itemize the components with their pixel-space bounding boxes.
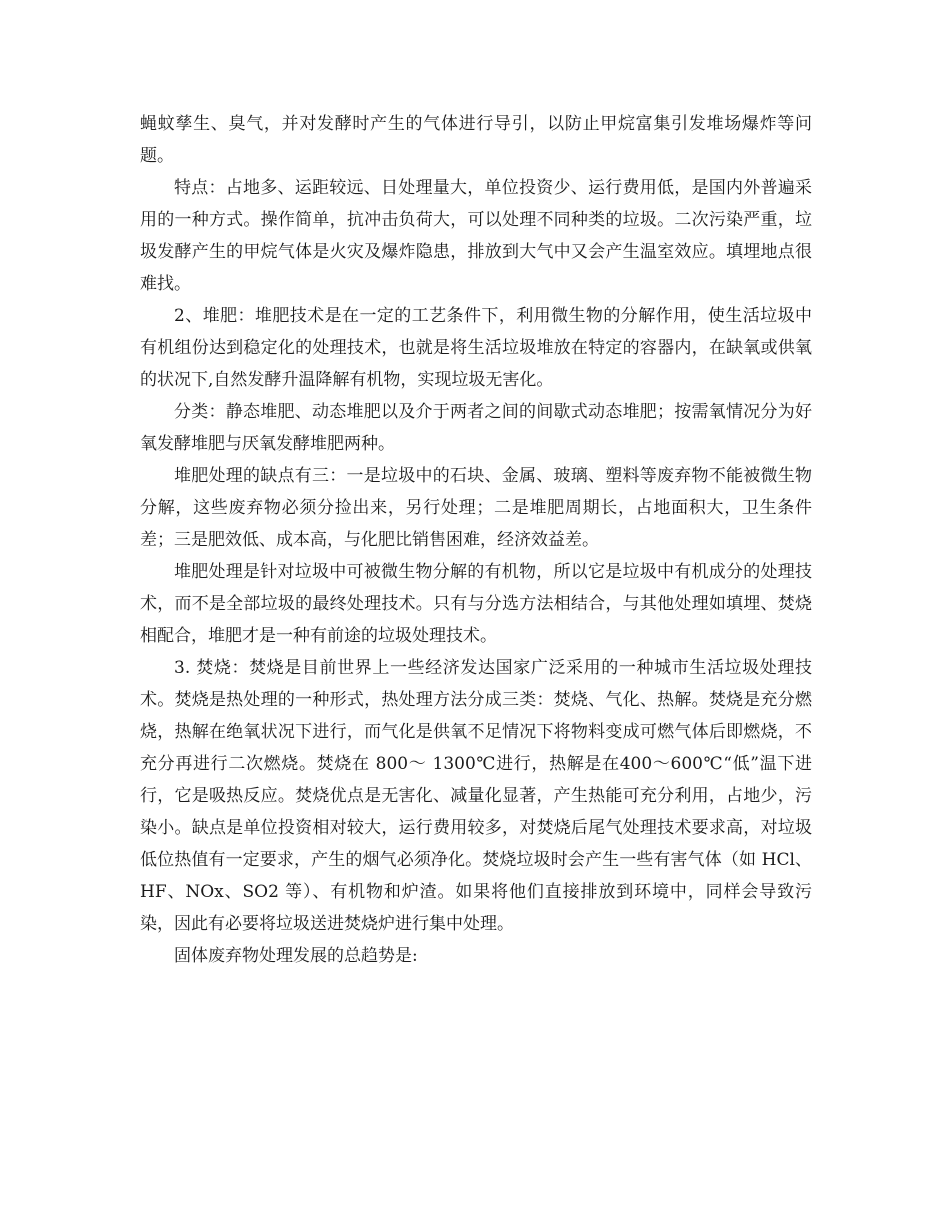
paragraph-continuation: 蝇蚊孳生、臭气，并对发酵时产生的气体进行导引，以防止甲烷富集引发堆场爆炸等问题。 — [140, 114, 812, 166]
paragraph-composting-drawbacks: 堆肥处理的缺点有三：一是垃圾中的石块、金属、玻璃、塑料等废弃物不能被微生物分解，这些废弃物必须分捡出来，另行处理；二是堆肥周期长，占地面积大，卫生条件差；三是肥效低、成本高，与化肥比销售困难，经济效益差。 — [140, 466, 812, 550]
document-body — [140, 108, 812, 972]
paragraph-composting: 2、堆肥：堆肥技术是在一定的工艺条件下，利用微生物的分解作用，使生活垃圾中有机组份达到稳定化的处理技术，也就是将生活垃圾堆放在特定的容器内，在缺氧或供氧的状况下,自然发酵升温降解有机物，实现垃圾无害化。 — [140, 306, 812, 390]
paragraph-composting-types: 分类：静态堆肥、动态堆肥以及介于两者之间的间歇式动态堆肥；按需氧情况分为好氧发酵堆肥与厌氧发酵堆肥两种。 — [140, 402, 812, 454]
paragraph-composting-scope: 堆肥处理是针对垃圾中可被微生物分解的有机物，所以它是垃圾中有机成分的处理技术，而不是全部垃圾的最终处理技术。只有与分选方法相结合，与其他处理如填埋、焚烧相配合，堆肥才是一种有前途的垃圾处理技术。 — [140, 562, 812, 646]
paragraph-trend-heading: 固体废弃物处理发展的总趋势是: — [174, 946, 418, 966]
paragraph-incineration: 3. 焚烧：焚烧是目前世界上一些经济发达国家广泛采用的一种城市生活垃圾处理技术。焚烧是热处理的一种形式，热处理方法分成三类：焚烧、气化、热解。焚烧是充分燃烧，热解在绝氧状况下进行，而气化是供氧不足情况下将物料变成可燃气体后即燃烧，不充分再进行二次燃烧。焚烧在 800～ 1300℃进行，热解是在400～600℃“低”温下进行，它是吸热反应。焚烧优点是无害化、减量化显著，产生热能可充分利用，占地少，污染小。缺点是单位投资相对较大，运行费用较多，对焚烧后尾气处理技术要求高，对垃圾低位热值有一定要求，产生的烟气必须净化。焚烧垃圾时会产生一些有害气体（如 HCl、HF、NOx、SO2 等）、有机物和炉渣。如果将他们直接排放到环境中，同样会导致污染，因此有必要将垃圾送进焚烧炉进行集中处理。 — [140, 658, 812, 934]
paragraph-landfill-features: 特点：占地多、运距较远、日处理量大，单位投资少、运行费用低，是国内外普遍采用的一种方式。操作简单，抗冲击负荷大，可以处理不同种类的垃圾。二次污染严重，垃圾发酵产生的甲烷气体是火灾及爆炸隐患，排放到大气中又会产生温室效应。填埋地点很难找。 — [140, 178, 812, 294]
